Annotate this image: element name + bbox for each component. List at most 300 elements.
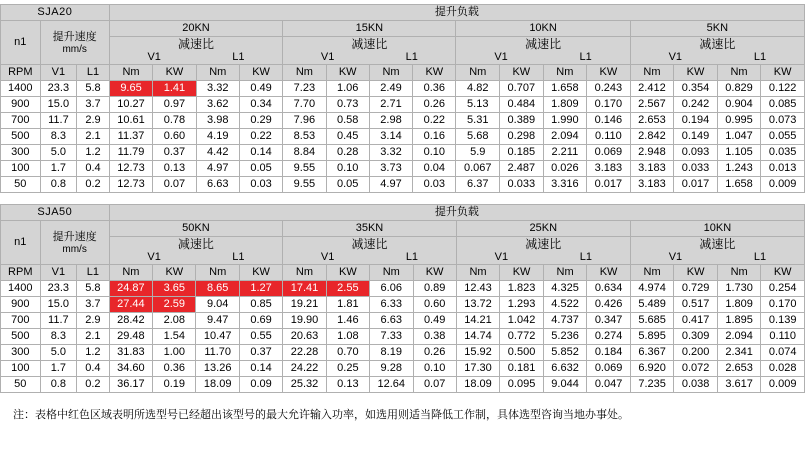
nm-value: 9.55 bbox=[283, 161, 326, 177]
nm-value: 2.094 bbox=[543, 129, 587, 145]
kw-value: 0.09 bbox=[239, 377, 282, 393]
kw-value: 0.28 bbox=[326, 145, 369, 161]
kw-value: 0.22 bbox=[413, 113, 456, 129]
kw-label: KW bbox=[413, 65, 456, 81]
ratio-label: 减速比 bbox=[351, 237, 388, 251]
nm-value: 12.73 bbox=[109, 161, 153, 177]
kw-value: 0.033 bbox=[500, 177, 544, 193]
nm-value: 7.96 bbox=[283, 113, 326, 129]
nm-value: 25.32 bbox=[283, 377, 327, 393]
ratio-v1-label: V1 bbox=[147, 251, 161, 263]
ratio-header bbox=[109, 237, 283, 265]
kw-label: KW bbox=[674, 265, 718, 281]
nm-value: 24.87 bbox=[109, 281, 153, 297]
nm-value: 5.685 bbox=[630, 313, 674, 329]
kw-value: 0.55 bbox=[239, 329, 282, 345]
kw-value: 0.04 bbox=[413, 161, 456, 177]
ratio-v1-l1 bbox=[112, 51, 280, 63]
kw-value: 0.772 bbox=[500, 329, 544, 345]
nm-value: 2.842 bbox=[630, 129, 674, 145]
nm-value: 5.68 bbox=[456, 129, 500, 145]
kw-value: 1.54 bbox=[153, 329, 196, 345]
kw-value: 0.97 bbox=[153, 97, 196, 113]
v1-value: 15.0 bbox=[40, 97, 77, 113]
table-row bbox=[1, 97, 805, 113]
nm-value: 2.948 bbox=[630, 145, 674, 161]
kw-value: 0.110 bbox=[761, 329, 805, 345]
model-name: SJA50 bbox=[1, 205, 110, 221]
table-row bbox=[1, 297, 805, 313]
nm-value: 7.70 bbox=[283, 97, 326, 113]
l1-value: 0.2 bbox=[77, 377, 110, 393]
nm-value: 2.094 bbox=[717, 329, 761, 345]
nm-value: 1.105 bbox=[717, 145, 761, 161]
kw-value: 0.85 bbox=[239, 297, 282, 313]
nm-label: Nm bbox=[196, 65, 239, 81]
kw-value: 0.242 bbox=[674, 97, 718, 113]
kw-value: 0.073 bbox=[761, 113, 805, 129]
nm-value: 3.32 bbox=[196, 81, 239, 97]
nm-value: 17.41 bbox=[283, 281, 327, 297]
kw-value: 0.017 bbox=[674, 177, 718, 193]
kw-label: KW bbox=[674, 65, 718, 81]
model-name: SJA20 bbox=[1, 5, 110, 21]
nm-value: 4.97 bbox=[196, 161, 239, 177]
kw-value: 0.26 bbox=[413, 97, 456, 113]
kw-value: 0.729 bbox=[674, 281, 718, 297]
kw-value: 0.10 bbox=[413, 145, 456, 161]
kw-value: 2.55 bbox=[326, 281, 369, 297]
ratio-header bbox=[109, 37, 282, 65]
kw-value: 0.181 bbox=[500, 361, 544, 377]
kw-value: 0.10 bbox=[326, 161, 369, 177]
ratio-label: 减速比 bbox=[699, 237, 736, 251]
rpm-value: 100 bbox=[1, 361, 41, 377]
lift-speed-unit: mm/s bbox=[62, 43, 87, 55]
kw-value: 0.038 bbox=[674, 377, 718, 393]
nm-value: 4.97 bbox=[369, 177, 412, 193]
kw-value: 0.14 bbox=[239, 361, 282, 377]
nm-value: 1.658 bbox=[717, 177, 761, 193]
kw-value: 0.70 bbox=[326, 345, 369, 361]
nm-label: Nm bbox=[283, 265, 327, 281]
ratio-v1-label: V1 bbox=[320, 51, 335, 63]
lift-speed-header bbox=[40, 221, 109, 265]
kw-value: 0.347 bbox=[587, 313, 631, 329]
kw-value: 0.45 bbox=[326, 129, 369, 145]
nm-value: 14.21 bbox=[456, 313, 500, 329]
kw-label: KW bbox=[587, 265, 631, 281]
nm-value: 4.42 bbox=[196, 145, 239, 161]
ratio-header bbox=[630, 237, 804, 265]
nm-value: 19.90 bbox=[283, 313, 327, 329]
rpm-value: 700 bbox=[1, 113, 41, 129]
nm-value: 10.61 bbox=[109, 113, 153, 129]
kw-value: 0.085 bbox=[761, 97, 805, 113]
nm-value: 3.316 bbox=[543, 177, 587, 193]
kw-value: 0.013 bbox=[761, 161, 805, 177]
nm-value: 9.47 bbox=[196, 313, 240, 329]
kw-label: KW bbox=[153, 65, 196, 81]
kw-value: 3.65 bbox=[153, 281, 196, 297]
nm-value: 1.990 bbox=[543, 113, 587, 129]
rpm-label: RPM bbox=[1, 65, 41, 81]
l1-value: 3.7 bbox=[77, 97, 110, 113]
ratio-l1-label: L1 bbox=[232, 251, 245, 263]
rpm-value: 50 bbox=[1, 377, 41, 393]
kw-value: 0.298 bbox=[500, 129, 544, 145]
nm-value: 29.48 bbox=[109, 329, 153, 345]
rpm-value: 100 bbox=[1, 161, 41, 177]
kw-value: 0.122 bbox=[761, 81, 805, 97]
nm-value: 10.27 bbox=[109, 97, 153, 113]
table-header-row bbox=[1, 5, 805, 21]
table-note: 注：表格中红色区域表明所选型号已经超出该型号的最大允许输入功率，如选用则适当降低工作制，具体选型咨询当地办事处。 bbox=[13, 409, 629, 421]
kw-value: 1.042 bbox=[500, 313, 544, 329]
l1-value: 2.9 bbox=[77, 113, 110, 129]
kw-value: 0.36 bbox=[153, 361, 196, 377]
rpm-value: 1400 bbox=[1, 281, 41, 297]
nm-value: 3.73 bbox=[369, 161, 412, 177]
nm-value: 2.71 bbox=[369, 97, 412, 113]
nm-value: 3.617 bbox=[717, 377, 761, 393]
kw-value: 0.07 bbox=[153, 177, 196, 193]
kw-value: 1.823 bbox=[500, 281, 544, 297]
kw-value: 0.146 bbox=[587, 113, 631, 129]
ratio-l1-label: L1 bbox=[579, 51, 592, 63]
kw-value: 0.36 bbox=[413, 81, 456, 97]
n1-label: n1 bbox=[1, 21, 41, 65]
rpm-value: 1400 bbox=[1, 81, 41, 97]
l1-value: 2.1 bbox=[77, 329, 110, 345]
kw-value: 0.200 bbox=[674, 345, 718, 361]
rpm-value: 900 bbox=[1, 97, 41, 113]
kw-label: KW bbox=[500, 265, 544, 281]
nm-value: 6.367 bbox=[630, 345, 674, 361]
kw-label: KW bbox=[326, 65, 369, 81]
nm-value: 5.9 bbox=[456, 145, 500, 161]
nm-value: 15.92 bbox=[456, 345, 500, 361]
kw-value: 0.417 bbox=[674, 313, 718, 329]
nm-label: Nm bbox=[630, 65, 674, 81]
nm-value: 5.236 bbox=[543, 329, 587, 345]
nm-value: 9.04 bbox=[196, 297, 240, 313]
v1-value: 1.7 bbox=[40, 161, 77, 177]
nm-value: 9.28 bbox=[370, 361, 414, 377]
kw-value: 0.03 bbox=[239, 177, 282, 193]
nm-value: 12.73 bbox=[109, 177, 153, 193]
nm-value: 8.84 bbox=[283, 145, 326, 161]
l1-value: 3.7 bbox=[77, 297, 110, 313]
nm-value: 13.26 bbox=[196, 361, 240, 377]
nm-value: 9.044 bbox=[543, 377, 587, 393]
spec-table-wrapper bbox=[0, 4, 805, 193]
nm-value: 0.904 bbox=[717, 97, 761, 113]
nm-value: 1.895 bbox=[717, 313, 761, 329]
kw-value: 0.055 bbox=[761, 129, 805, 145]
nm-value: 8.65 bbox=[196, 281, 240, 297]
ratio-l1-label: L1 bbox=[753, 51, 767, 63]
nm-value: 20.63 bbox=[283, 329, 327, 345]
rpm-value: 300 bbox=[1, 145, 41, 161]
ratio-l1-label: L1 bbox=[753, 251, 767, 263]
ratio-v1-label: V1 bbox=[668, 51, 683, 63]
kw-value: 0.354 bbox=[674, 81, 718, 97]
rpm-value: 500 bbox=[1, 329, 41, 345]
l1-value: 0.2 bbox=[77, 177, 110, 193]
nm-value: 0.067 bbox=[456, 161, 500, 177]
v1-value: 1.7 bbox=[40, 361, 77, 377]
nm-value: 2.653 bbox=[630, 113, 674, 129]
kw-value: 0.035 bbox=[761, 145, 805, 161]
ratio-label: 减速比 bbox=[177, 237, 214, 251]
nm-value: 1.809 bbox=[717, 297, 761, 313]
kw-value: 0.139 bbox=[761, 313, 805, 329]
nm-value: 0.995 bbox=[717, 113, 761, 129]
table-header-row bbox=[1, 65, 805, 81]
nm-value: 12.64 bbox=[370, 377, 414, 393]
nm-label: Nm bbox=[456, 265, 500, 281]
kw-value: 0.484 bbox=[500, 97, 544, 113]
nm-value: 6.920 bbox=[630, 361, 674, 377]
nm-value: 4.325 bbox=[543, 281, 587, 297]
nm-value: 1.658 bbox=[543, 81, 587, 97]
ratio-v1-l1 bbox=[459, 251, 628, 263]
kw-value: 0.149 bbox=[674, 129, 718, 145]
nm-value: 0.829 bbox=[717, 81, 761, 97]
kw-value: 1.293 bbox=[500, 297, 544, 313]
kw-value: 0.072 bbox=[674, 361, 718, 377]
kw-value: 0.60 bbox=[153, 129, 196, 145]
v1-value: 11.7 bbox=[40, 313, 77, 329]
nm-value: 5.13 bbox=[456, 97, 500, 113]
kw-value: 3.183 bbox=[587, 161, 631, 177]
nm-value: 11.70 bbox=[196, 345, 240, 361]
ratio-label: 减速比 bbox=[525, 237, 562, 251]
kw-value: 1.00 bbox=[153, 345, 196, 361]
kw-value: 0.426 bbox=[587, 297, 631, 313]
nm-value: 6.63 bbox=[196, 177, 239, 193]
rpm-value: 700 bbox=[1, 313, 41, 329]
nm-value: 2.341 bbox=[717, 345, 761, 361]
nm-label: Nm bbox=[630, 265, 674, 281]
kw-value: 0.095 bbox=[500, 377, 544, 393]
kw-value: 0.634 bbox=[587, 281, 631, 297]
kw-value: 0.009 bbox=[761, 177, 805, 193]
nm-value: 2.653 bbox=[717, 361, 761, 377]
ratio-v1-l1 bbox=[285, 251, 454, 263]
kw-label: KW bbox=[500, 65, 544, 81]
kw-value: 0.13 bbox=[326, 377, 369, 393]
table-row bbox=[1, 361, 805, 377]
v1-value: 5.0 bbox=[40, 345, 77, 361]
kw-value: 0.60 bbox=[413, 297, 456, 313]
ratio-header bbox=[283, 237, 457, 265]
ratio-l1-label: L1 bbox=[405, 251, 419, 263]
load-header: 提升负载 bbox=[109, 205, 804, 221]
nm-value: 5.489 bbox=[630, 297, 674, 313]
v1-label: V1 bbox=[40, 65, 77, 81]
kw-value: 1.41 bbox=[153, 81, 196, 97]
kw-value: 1.08 bbox=[326, 329, 369, 345]
l1-value: 2.9 bbox=[77, 313, 110, 329]
nm-value: 4.522 bbox=[543, 297, 587, 313]
kw-value: 0.89 bbox=[413, 281, 456, 297]
l1-value: 5.8 bbox=[77, 281, 110, 297]
kw-value: 0.10 bbox=[413, 361, 456, 377]
spec-table bbox=[0, 204, 805, 393]
kw-value: 2.59 bbox=[153, 297, 196, 313]
nm-value: 22.28 bbox=[283, 345, 327, 361]
v1-value: 15.0 bbox=[40, 297, 77, 313]
kw-value: 0.274 bbox=[587, 329, 631, 345]
v1-value: 0.8 bbox=[40, 377, 77, 393]
kw-value: 0.34 bbox=[239, 97, 282, 113]
nm-label: Nm bbox=[283, 65, 326, 81]
kw-value: 0.517 bbox=[674, 297, 718, 313]
capacity-header: 50KN bbox=[109, 221, 283, 237]
kw-value: 0.254 bbox=[761, 281, 805, 297]
kw-value: 0.03 bbox=[413, 177, 456, 193]
kw-value: 0.13 bbox=[153, 161, 196, 177]
table-header-row bbox=[1, 37, 805, 65]
ratio-label: 减速比 bbox=[525, 37, 562, 51]
l1-value: 5.8 bbox=[77, 81, 110, 97]
kw-value: 0.05 bbox=[326, 177, 369, 193]
nm-value: 3.183 bbox=[630, 177, 674, 193]
table-row bbox=[1, 129, 805, 145]
kw-label: KW bbox=[413, 265, 456, 281]
ratio-l1-label: L1 bbox=[232, 51, 245, 63]
nm-value: 1.809 bbox=[543, 97, 587, 113]
nm-value: 2.49 bbox=[369, 81, 412, 97]
nm-value: 4.82 bbox=[456, 81, 500, 97]
lift-speed-unit: mm/s bbox=[62, 243, 87, 255]
nm-value: 3.62 bbox=[196, 97, 239, 113]
table-header-row bbox=[1, 237, 805, 265]
kw-value: 0.22 bbox=[239, 129, 282, 145]
tables-container bbox=[0, 4, 805, 393]
rpm-value: 300 bbox=[1, 345, 41, 361]
nm-value: 31.83 bbox=[109, 345, 153, 361]
kw-value: 0.07 bbox=[413, 377, 456, 393]
ratio-label: 减速比 bbox=[351, 37, 388, 51]
nm-value: 3.32 bbox=[369, 145, 412, 161]
kw-label: KW bbox=[761, 65, 805, 81]
l1-label: L1 bbox=[77, 65, 110, 81]
kw-value: 0.110 bbox=[587, 129, 631, 145]
capacity-header: 5KN bbox=[630, 21, 804, 37]
nm-value: 6.632 bbox=[543, 361, 587, 377]
table-header-row bbox=[1, 265, 805, 281]
kw-value: 0.170 bbox=[587, 97, 631, 113]
ratio-v1-l1 bbox=[458, 51, 627, 63]
kw-value: 0.49 bbox=[413, 313, 456, 329]
nm-value: 36.17 bbox=[109, 377, 153, 393]
ratio-header bbox=[456, 237, 630, 265]
kw-value: 0.184 bbox=[587, 345, 631, 361]
kw-value: 0.389 bbox=[500, 113, 544, 129]
kw-value: 0.14 bbox=[239, 145, 282, 161]
l1-value: 0.4 bbox=[77, 361, 110, 377]
nm-value: 5.31 bbox=[456, 113, 500, 129]
nm-value: 7.33 bbox=[370, 329, 414, 345]
lift-speed-label: 提升速度 bbox=[52, 30, 97, 43]
kw-value: 0.185 bbox=[500, 145, 544, 161]
ratio-v1-label: V1 bbox=[494, 251, 509, 263]
nm-value: 14.74 bbox=[456, 329, 500, 345]
kw-value: 0.05 bbox=[239, 161, 282, 177]
nm-label: Nm bbox=[717, 65, 761, 81]
table-header-row bbox=[1, 221, 805, 237]
nm-value: 1.243 bbox=[717, 161, 761, 177]
nm-value: 9.55 bbox=[283, 177, 326, 193]
capacity-header: 20KN bbox=[109, 21, 282, 37]
v1-value: 23.3 bbox=[40, 281, 77, 297]
kw-value: 0.73 bbox=[326, 97, 369, 113]
nm-label: Nm bbox=[109, 65, 153, 81]
nm-value: 6.33 bbox=[370, 297, 414, 313]
kw-value: 1.27 bbox=[239, 281, 282, 297]
nm-value: 18.09 bbox=[196, 377, 240, 393]
nm-value: 6.06 bbox=[370, 281, 414, 297]
nm-value: 6.63 bbox=[370, 313, 414, 329]
kw-value: 0.028 bbox=[761, 361, 805, 377]
v1-value: 5.0 bbox=[40, 145, 77, 161]
ratio-v1-label: V1 bbox=[668, 251, 683, 263]
nm-value: 2.98 bbox=[369, 113, 412, 129]
kw-value: 0.243 bbox=[587, 81, 631, 97]
rpm-value: 500 bbox=[1, 129, 41, 145]
l1-value: 2.1 bbox=[77, 129, 110, 145]
nm-value: 4.974 bbox=[630, 281, 674, 297]
capacity-header: 10KN bbox=[456, 21, 630, 37]
nm-value: 18.09 bbox=[456, 377, 500, 393]
nm-value: 24.22 bbox=[283, 361, 327, 377]
ratio-l1-label: L1 bbox=[405, 51, 418, 63]
v1-value: 23.3 bbox=[40, 81, 77, 97]
table-row bbox=[1, 281, 805, 297]
kw-value: 1.81 bbox=[326, 297, 369, 313]
kw-value: 0.26 bbox=[413, 345, 456, 361]
kw-value: 0.78 bbox=[153, 113, 196, 129]
kw-label: KW bbox=[239, 265, 282, 281]
ratio-v1-l1 bbox=[633, 51, 802, 63]
nm-label: Nm bbox=[543, 65, 587, 81]
kw-value: 0.074 bbox=[761, 345, 805, 361]
table-header-row bbox=[1, 205, 805, 221]
nm-label: Nm bbox=[456, 65, 500, 81]
nm-value: 2.567 bbox=[630, 97, 674, 113]
kw-value: 1.06 bbox=[326, 81, 369, 97]
kw-value: 0.19 bbox=[153, 377, 196, 393]
ratio-v1-l1 bbox=[633, 251, 802, 263]
spec-table-wrapper bbox=[0, 204, 805, 393]
nm-value: 1.047 bbox=[717, 129, 761, 145]
v1-value: 0.8 bbox=[40, 177, 77, 193]
lift-speed-label: 提升速度 bbox=[52, 230, 97, 243]
nm-label: Nm bbox=[109, 265, 153, 281]
nm-value: 3.98 bbox=[196, 113, 239, 129]
rpm-label: RPM bbox=[1, 265, 41, 281]
ratio-l1-label: L1 bbox=[579, 251, 592, 263]
kw-label: KW bbox=[761, 265, 805, 281]
kw-value: 2.08 bbox=[153, 313, 196, 329]
nm-value: 5.852 bbox=[543, 345, 587, 361]
kw-value: 0.194 bbox=[674, 113, 718, 129]
nm-label: Nm bbox=[369, 65, 412, 81]
ratio-v1-l1 bbox=[285, 51, 453, 63]
